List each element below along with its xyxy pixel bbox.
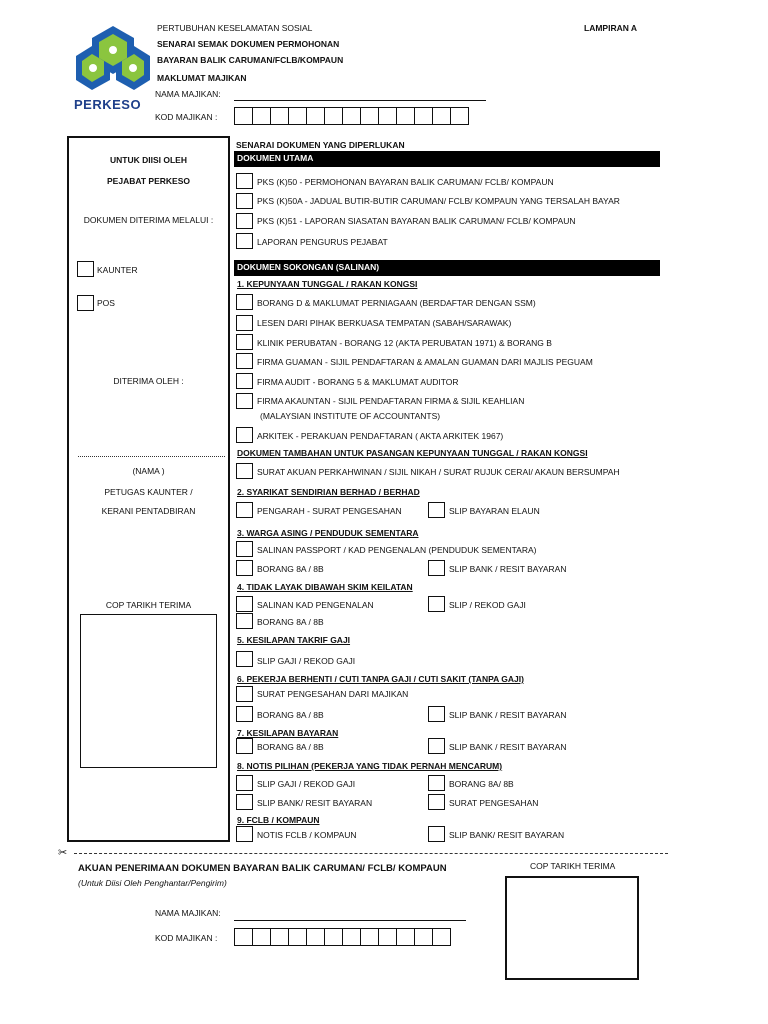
slip-code-cells[interactable]: [234, 928, 451, 946]
s1-item: ARKITEK - PERAKUAN PENDAFTARAN ( AKTA ARKITEK 1967): [257, 431, 504, 441]
checkbox[interactable]: [236, 826, 253, 842]
checkbox[interactable]: [236, 541, 253, 557]
checkbox[interactable]: [428, 560, 445, 576]
checkbox[interactable]: [428, 826, 445, 842]
section-6-title: 6. PEKERJA BERHENTI / CUTI TANPA GAJI / CUTI SAKIT (TANPA GAJI): [237, 674, 524, 684]
checkbox[interactable]: [236, 193, 253, 209]
checkbox[interactable]: [428, 794, 445, 810]
kaunter-checkbox[interactable]: [77, 261, 94, 277]
utama-item: PKS (K)50 - PERMOHONAN BAYARAN BALIK CARUMAN/ FCLB/ KOMPAUN: [257, 177, 554, 187]
checkbox[interactable]: [236, 173, 253, 189]
utama-item: PKS (K)51 - LAPORAN SIASATAN BAYARAN BALIK CARUMAN/ FCLB/ KOMPAUN: [257, 216, 576, 226]
logo-text: PERKESO: [74, 97, 142, 112]
section-title: MAKLUMAT MAJIKAN: [157, 73, 247, 83]
s1-item: FIRMA AUDIT - BORANG 5 & MAKLUMAT AUDITOR: [257, 377, 459, 387]
utama-bar: DOKUMEN UTAMA: [234, 151, 660, 167]
s6-item: SLIP BANK / RESIT BAYARAN: [449, 710, 567, 720]
checkbox[interactable]: [236, 775, 253, 791]
checkbox[interactable]: [236, 706, 253, 722]
slip-code-label: KOD MAJIKAN :: [155, 933, 218, 943]
scissors-icon: ✂: [58, 847, 68, 859]
s8-item: SLIP BANK/ RESIT BAYARAN: [257, 798, 373, 808]
checkbox[interactable]: [236, 315, 253, 331]
s6-item: BORANG 8A / 8B: [257, 710, 324, 720]
checkbox[interactable]: [236, 463, 253, 479]
s7-item: BORANG 8A / 8B: [257, 742, 324, 752]
cut-line: [74, 853, 668, 854]
checkbox[interactable]: [236, 560, 253, 576]
kaunter-label: KAUNTER: [97, 265, 138, 275]
section-8-title: 8. NOTIS PILIHAN (PEKERJA YANG TIDAK PERNAH MENCARUM): [237, 761, 503, 771]
checkbox[interactable]: [236, 213, 253, 229]
tambahan-title: DOKUMEN TAMBAHAN UNTUK PASANGAN KEPUNYAAN TUNGGAL / RAKAN KONGSI: [237, 448, 588, 458]
s8-item: SURAT PENGESAHAN: [449, 798, 539, 808]
s5-item: SLIP GAJI / REKOD GAJI: [257, 656, 356, 666]
employer-code-label: KOD MAJIKAN :: [155, 112, 218, 122]
checkbox[interactable]: [236, 393, 253, 409]
signature-line[interactable]: [78, 456, 225, 457]
slip-title: AKUAN PENERIMAAN DOKUMEN BAYARAN BALIK CARUMAN/ FCLB/ KOMPAUN: [78, 863, 447, 874]
checkbox[interactable]: [428, 775, 445, 791]
s4-item: SALINAN KAD PENGENALAN: [257, 600, 374, 610]
s1-item: FIRMA AKAUNTAN - SIJIL PENDAFTARAN FIRMA & SIJIL KEAHLIAN: [257, 396, 525, 406]
checkbox[interactable]: [236, 294, 253, 310]
checkbox[interactable]: [428, 738, 445, 754]
s1-item: BORANG D & MAKLUMAT PERNIAGAAN (BERDAFTAR DENGAN SSM): [257, 298, 536, 308]
org-name: PERTUBUHAN KESELAMATAN SOSIAL: [157, 23, 313, 33]
checkbox[interactable]: [236, 596, 253, 612]
employer-code-cells[interactable]: [234, 107, 469, 125]
pos-label: POS: [97, 298, 115, 308]
list-heading: SENARAI DOKUMEN YANG DIPERLUKAN: [236, 140, 405, 150]
section-1-title: 1. KEPUNYAAN TUNGGAL / RAKAN KONGSI: [237, 279, 418, 289]
form-title-1: SENARAI SEMAK DOKUMEN PERMOHONAN: [157, 39, 340, 49]
employer-name-label: NAMA MAJIKAN:: [155, 89, 221, 99]
checkbox[interactable]: [236, 502, 253, 518]
checkbox[interactable]: [236, 651, 253, 667]
section-2-title: 2. SYARIKAT SENDIRIAN BERHAD / BERHAD: [237, 487, 420, 497]
cop-label: COP TARIKH TERIMA: [105, 600, 192, 610]
received-via-label: DOKUMEN DITERIMA MELALUI :: [83, 215, 214, 225]
checkbox[interactable]: [236, 233, 253, 249]
lampiran-label: LAMPIRAN A: [584, 23, 638, 33]
form-title-2: BAYARAN BALIK CARUMAN/FCLB/KOMPAUN: [157, 55, 344, 65]
checkbox[interactable]: [428, 706, 445, 722]
sokongan-bar: DOKUMEN SOKONGAN (SALINAN): [234, 260, 660, 276]
office-title-2: PEJABAT PERKESO: [107, 176, 190, 186]
utama-item: LAPORAN PENGURUS PEJABAT: [257, 237, 388, 247]
checkbox[interactable]: [236, 353, 253, 369]
office-title-1: UNTUK DIISI OLEH: [110, 155, 187, 165]
checkbox[interactable]: [236, 686, 253, 702]
slip-cop-label: COP TARIKH TERIMA: [530, 861, 616, 871]
s6-item: SURAT PENGESAHAN DARI MAJIKAN: [257, 689, 409, 699]
checkbox[interactable]: [428, 502, 445, 518]
employer-name-field[interactable]: [234, 100, 486, 101]
s9-item: NOTIS FCLB / KOMPAUN: [257, 830, 357, 840]
s1-item: LESEN DARI PIHAK BERKUASA TEMPATAN (SABAH/SARAWAK): [257, 318, 512, 328]
checkbox[interactable]: [236, 613, 253, 629]
s3-item: SALINAN PASSPORT / KAD PENGENALAN (PENDUDUK SEMENTARA): [257, 545, 537, 555]
received-by-label: DITERIMA OLEH :: [113, 376, 184, 386]
slip-name-label: NAMA MAJIKAN:: [155, 908, 221, 918]
slip-subtitle: (Untuk Diisi Oleh Penghantar/Pengirim): [78, 878, 227, 888]
tambahan-item: SURAT AKUAN PERKAHWINAN / SIJIL NIKAH / SURAT RUJUK CERAI/ AKAUN BERSUMPAH: [257, 467, 620, 477]
petugas-label: PETUGAS KAUNTER /: [104, 487, 193, 497]
s9-item: SLIP BANK/ RESIT BAYARAN: [449, 830, 565, 840]
s3-item: SLIP BANK / RESIT BAYARAN: [449, 564, 567, 574]
pos-checkbox[interactable]: [77, 295, 94, 311]
s4-item: SLIP / REKOD GAJI: [449, 600, 526, 610]
s2-item: SLIP BAYARAN ELAUN: [449, 506, 540, 516]
section-7-title: 7. KESILAPAN BAYARAN: [237, 728, 339, 738]
section-3-title: 3. WARGA ASING / PENDUDUK SEMENTARA: [237, 528, 419, 538]
checkbox[interactable]: [236, 794, 253, 810]
slip-name-field[interactable]: [234, 920, 466, 921]
nama-label: (NAMA ): [132, 466, 165, 476]
checkbox[interactable]: [236, 738, 253, 754]
s7-item: SLIP BANK / RESIT BAYARAN: [449, 742, 567, 752]
s8-item: SLIP GAJI / REKOD GAJI: [257, 779, 356, 789]
s2-item: PENGARAH - SURAT PENGESAHAN: [257, 506, 402, 516]
s3-item: BORANG 8A / 8B: [257, 564, 324, 574]
section-4-title: 4. TIDAK LAYAK DIBAWAH SKIM KEILATAN: [237, 582, 413, 592]
section-5-title: 5. KESILAPAN TAKRIF GAJI: [237, 635, 351, 645]
kerani-label: KERANI PENTADBIRAN: [101, 506, 196, 516]
cop-box: [80, 614, 217, 768]
checkbox[interactable]: [236, 427, 253, 443]
utama-item: PKS (K)50A - JADUAL BUTIR-BUTIR CARUMAN/ FCLB/ KOMPAUN YANG TERSALAH BAYAR: [257, 196, 620, 206]
s8-item: BORANG 8A/ 8B: [449, 779, 514, 789]
s1-item-note: (MALAYSIAN INSTITUTE OF ACCOUNTANTS): [260, 411, 441, 421]
checkbox[interactable]: [236, 334, 253, 350]
checkbox[interactable]: [428, 596, 445, 612]
section-9-title: 9. FCLB / KOMPAUN: [237, 815, 320, 825]
checkbox[interactable]: [236, 373, 253, 389]
s1-item: KLINIK PERUBATAN - BORANG 12 (AKTA PERUBATAN 1971) & BORANG B: [257, 338, 552, 348]
s4-item: BORANG 8A / 8B: [257, 617, 324, 627]
s1-item: FIRMA GUAMAN - SIJIL PENDAFTARAN & AMALAN GUAMAN DARI MAJLIS PEGUAM: [257, 357, 593, 367]
slip-cop-box: [505, 876, 639, 980]
perkeso-logo: [74, 24, 152, 112]
